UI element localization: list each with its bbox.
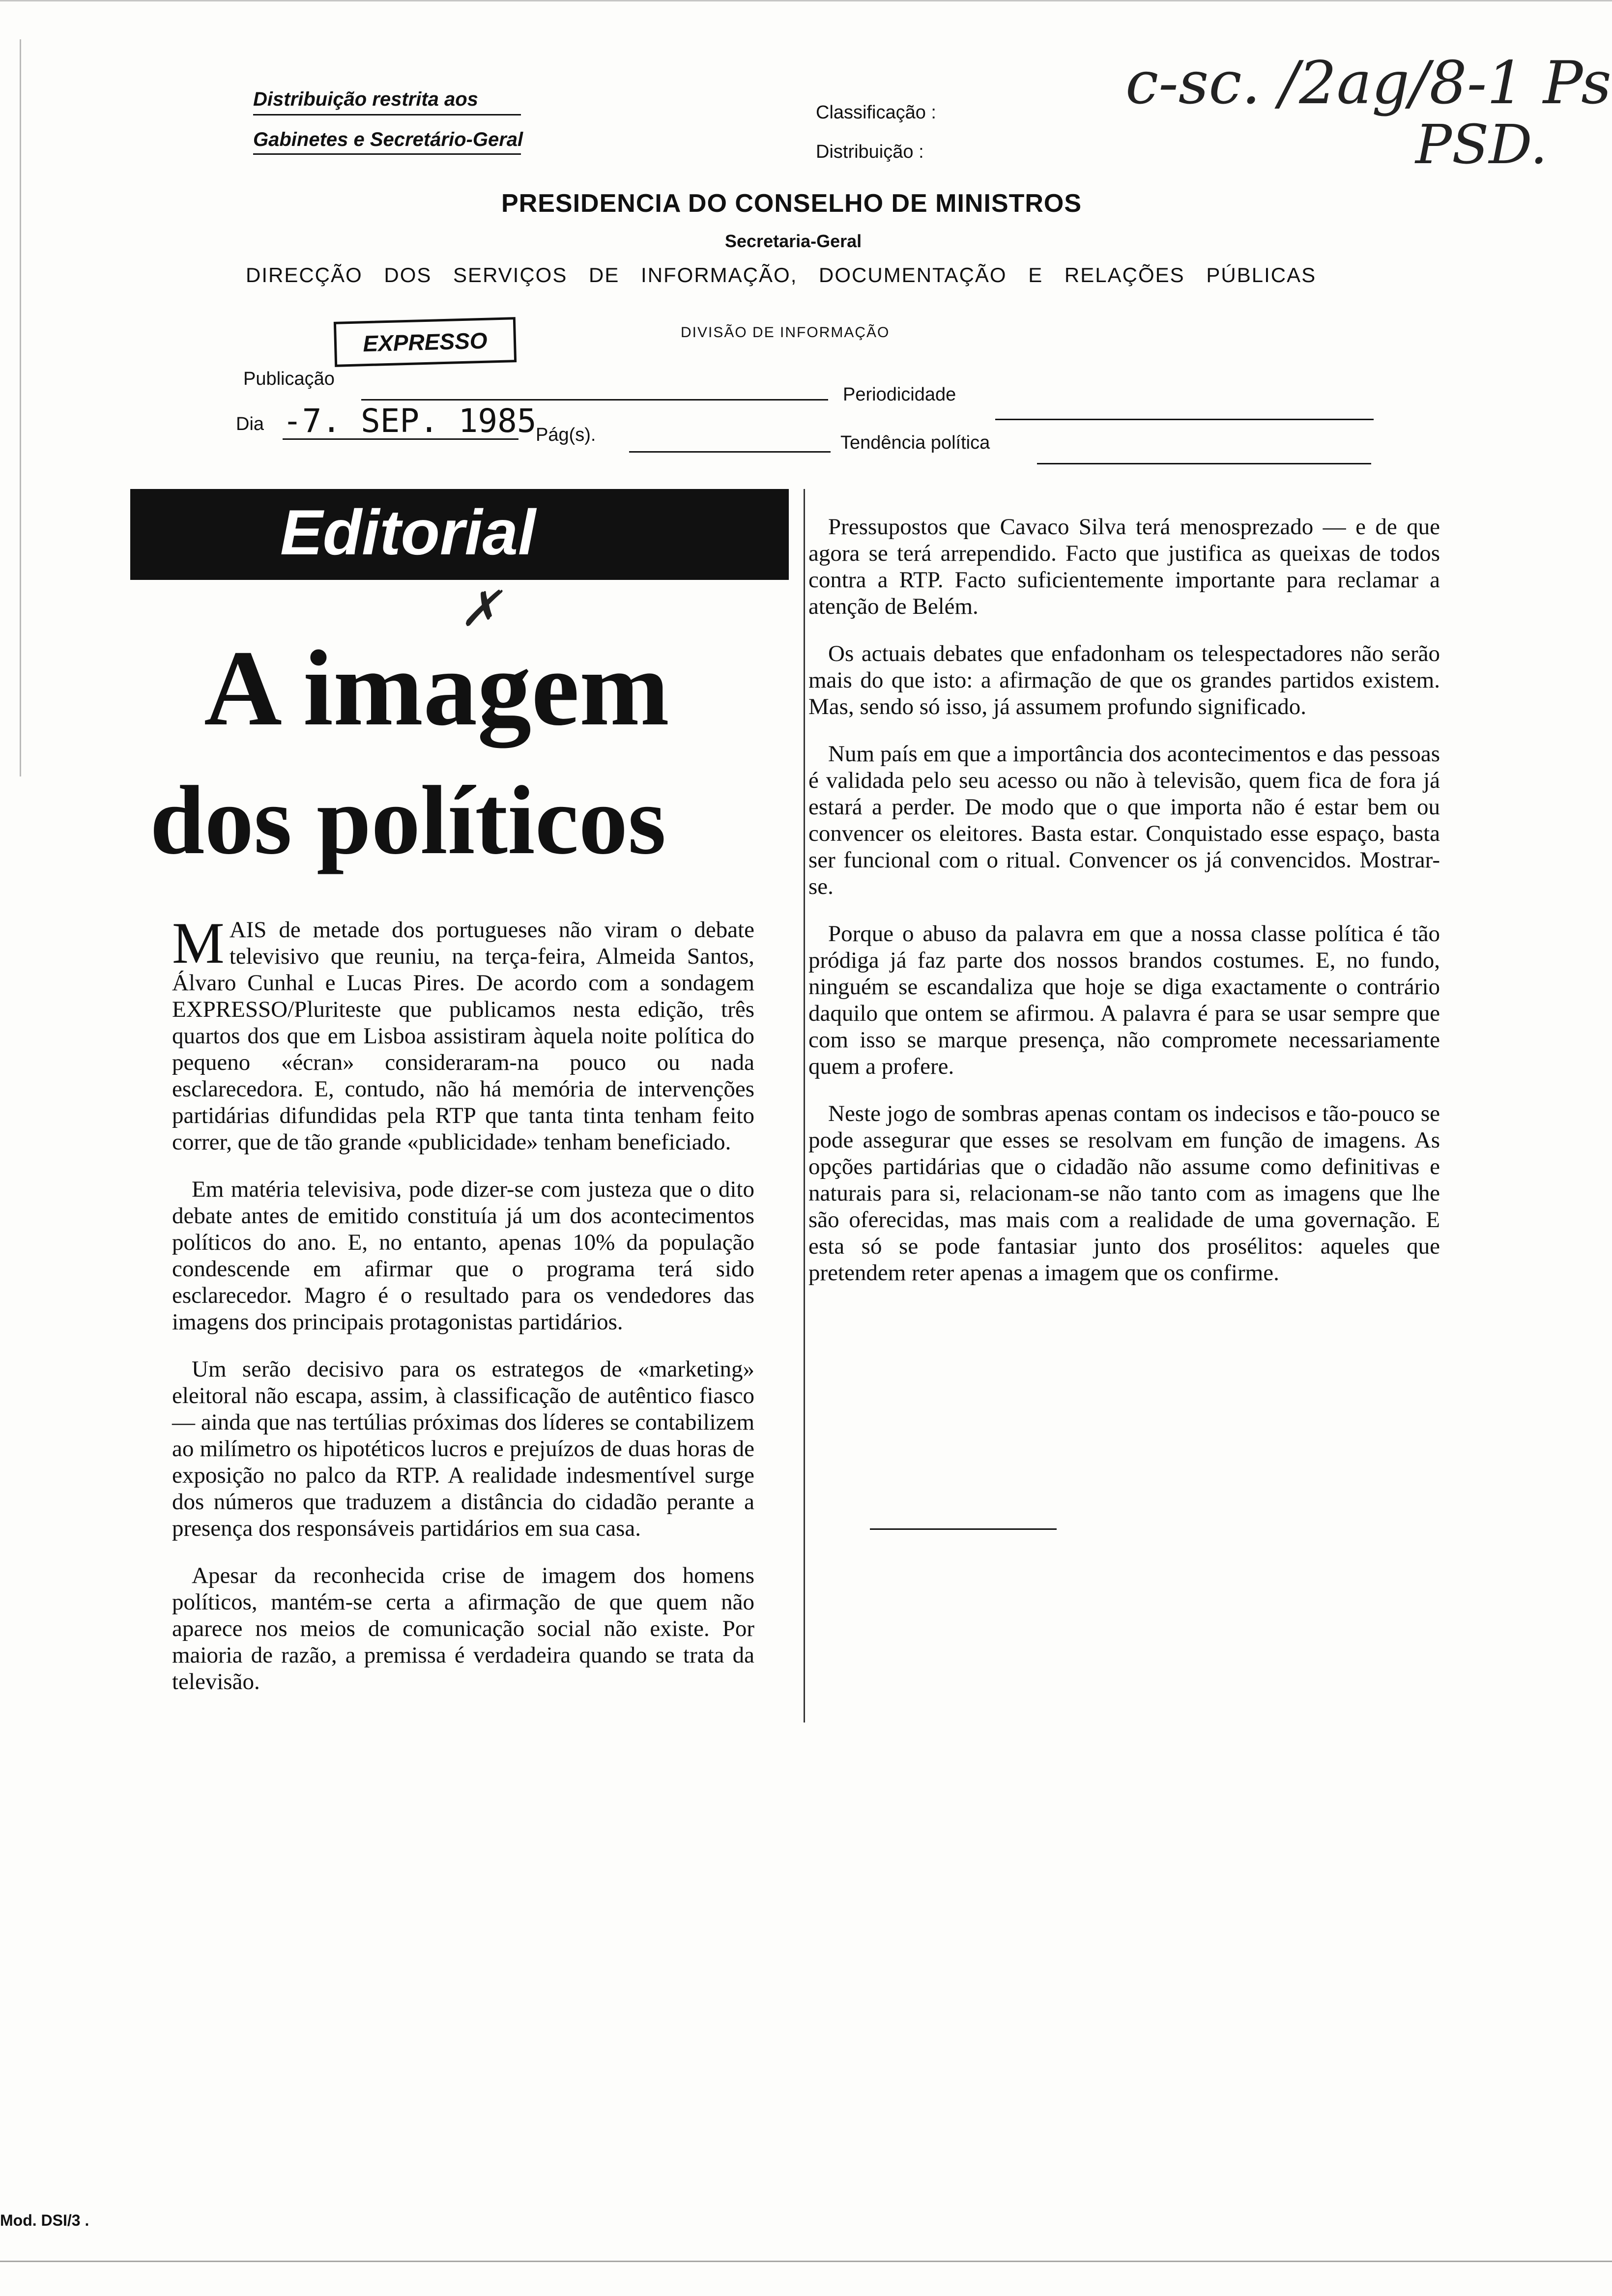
handwritten-mark: ✗ [460,580,501,637]
restricted-line-2: Gabinetes e Secretário-Geral [253,129,523,150]
dropcap: M [172,910,225,976]
paragraph-6: Os actuais debates que enfadonham os telespectadores não serão mais do que isto: a afirmação de que os grandes partidos existem. Mas, sendo só isso, já assumem profundo significado. [808,641,1440,719]
publicacao-label: Publicação [243,369,335,389]
paragraph-9: Neste jogo de sombras apenas contam os indecisos e tão-pouco se pode assegurar que esses se resolvam em função de imagens. As opções partidárias que o cidadão não assume como definitivas e naturais para si, relacionam-se não tanto com as imagens que lhe são oferecidas, mas mais com a realidade de uma governação. E esta só se pode fantasiar junto dos prosélitos: aqueles que pretendem reter apenas a imagem que os confirme. [808,1101,1440,1286]
restricted-line-1: Distribuição restrita aos [253,88,478,110]
left-column [172,910,754,1716]
periodicidade-label: Periodicidade [843,384,956,405]
handwritten-reference: c-sc. /2ag/8-1 Ps [1125,49,1612,117]
expresso-stamp: EXPRESSO [334,317,517,367]
headline-line-2: dos políticos [150,766,666,875]
tendencia-label: Tendência política [840,432,990,453]
paragraph-1 [172,910,754,1155]
banner-text: Editorial [280,496,536,568]
divisao-informacao: DIVISÃO DE INFORMAÇÃO [681,324,890,341]
distribuicao-label: Distribuição : [816,142,924,162]
dia-label: Dia [236,414,264,434]
right-column [808,514,1440,1307]
secretaria-geral: Secretaria-Geral [725,231,862,251]
paragraph-8: Porque o abuso da palavra em que a nossa classe política é tão pródiga já faz parte dos nossos brandos costumes. E, no fundo, ninguém se escandaliza que hoje se diga exactamente o contrário daquilo que ontem se afirmou. A palavra é para se usar sempre que com isso se marque presença, não compromete necessariamente quem a profere. [808,921,1440,1079]
paragraph-7: Num país em que a importância dos acontecimentos e das pessoas é validada pelo seu acesso ou não à televisão, quem fica de fora já estará a perder. De modo que o que importa não é estar bem ou convencer os eleitores. Basta estar. Conquistado esse espaço, basta ser funcional com o ritual. Convencer os já convencidos. Mostrar-se. [808,741,1440,899]
column-rule [804,489,805,1722]
paragraph-4: Apesar da reconhecida crise de imagem dos homens políticos, mantém-se certa a afirmação de que quem não aparece nos meios de comunicação social não existe. Por maioria de razão, a premissa é verdadeira quando se trata da televisão. [172,1563,754,1694]
paragraph-1-text: de metade dos portugueses não viram o debate televisivo que reuniu, na terça-feira, Almeida Santos, Álvaro Cunhal e Lucas Pires. De acordo com a sondagem EXPRESSO/Pluriteste que publicamos nesta edição, três quartos dos que em Lisboa assistiram àquela noite política do pequeno «écran» consideraram-na pouco ou nada esclarecedora. E, contudo, não há memória de intervenções partidárias difundidas pela RTP que tanta tinta tenham feito correr, que de tão grande «publicidade» tenham beneficiado. [172,917,754,1155]
form-code: Mod. DSI/3 . [0,2211,89,2229]
paragraph-2: Em matéria televisiva, pode dizer-se com justeza que o dito debate antes de emitido constituía já um dos acontecimentos políticos do ano. E, no entanto, apenas 10% da população condescende em afirmar que o programa terá sido esclarecedor. Magro é o resultado para os vendedores das imagens dos principais protagonistas partidários. [172,1177,754,1335]
editorial-banner [130,489,789,580]
direccao-title: DIRECÇÃO DOS SERVIÇOS DE INFORMAÇÃO, DOCUMENTAÇÃO E RELAÇÕES PÚBLICAS [246,263,1317,287]
pags-label: Pág(s). [536,425,596,445]
headline-line-1: A imagem [204,628,670,748]
dropcap-rest: AIS [229,917,267,943]
paragraph-3: Um serão decisivo para os estrategos de «marketing» eleitoral não escapa, assim, à classificação de autêntico fiasco — ainda que nas tertúlias próximas dos líderes se contabilizem ao milímetro os hipotéticos lucros e prejuízos de duas horas de exposição no palco da RTP. A realidade indesmentível surge dos números que traduzem a distância do cidadão perante a presença dos responsáveis partidários em sua casa. [172,1356,754,1541]
date-stamp: -7. SEP. 1985 [283,402,537,440]
handwritten-party: PSD. [1415,113,1548,176]
presidencia-title: PRESIDENCIA DO CONSELHO DE MINISTROS [501,189,1082,218]
classificacao-label: Classificação : [816,102,936,123]
paragraph-5: Pressupostos que Cavaco Silva terá menosprezado — e de que agora se terá arrependido. Facto que justifica as queixas de todos contra a RTP. Facto suficientemente importante para reclamar a atenção de Belém. [808,514,1440,619]
